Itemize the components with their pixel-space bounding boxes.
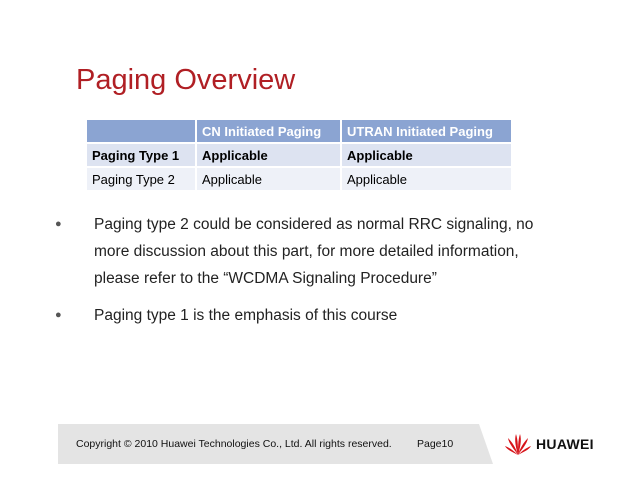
table-header-cell: UTRAN Initiated Paging [341, 120, 511, 143]
table-header-cell [87, 120, 196, 143]
paging-comparison-table [87, 120, 511, 190]
huawei-flower-icon [504, 432, 532, 456]
bullet-dot-icon: ● [55, 309, 62, 321]
bullet-line: please refer to the “WCDMA Signaling Procedure” [94, 270, 437, 287]
slide-footer [58, 424, 612, 464]
table-header-row [87, 120, 511, 143]
table-cell: Applicable [196, 167, 341, 190]
table-header-cell: CN Initiated Paging [196, 120, 341, 143]
bullet-line: Paging type 2 could be considered as normal RRC signaling, no [94, 216, 534, 233]
table-cell: Applicable [341, 143, 511, 167]
table-cell: Applicable [341, 167, 511, 190]
bullet-dot-icon: ● [55, 218, 62, 230]
table-cell: Paging Type 2 [87, 167, 196, 190]
logo-text: HUAWEI [536, 436, 594, 452]
page-number: Page10 [417, 438, 454, 450]
page-title: Paging Overview [76, 64, 296, 96]
bullet-line: Paging type 1 is the emphasis of this course [94, 307, 398, 324]
copyright-text: Copyright © 2010 Huawei Technologies Co., Ltd. All rights reserved. [76, 438, 392, 450]
bullet-item [52, 302, 582, 329]
table-row [87, 143, 511, 167]
bullet-line: more discussion about this part, for more detailed information, [94, 243, 519, 260]
table-cell: Paging Type 1 [87, 143, 196, 167]
table-row [87, 167, 511, 190]
bullet-list [52, 211, 582, 339]
huawei-logo [504, 432, 594, 456]
bullet-item [52, 211, 582, 292]
footer-notch [479, 424, 493, 464]
table-cell: Applicable [196, 143, 341, 167]
